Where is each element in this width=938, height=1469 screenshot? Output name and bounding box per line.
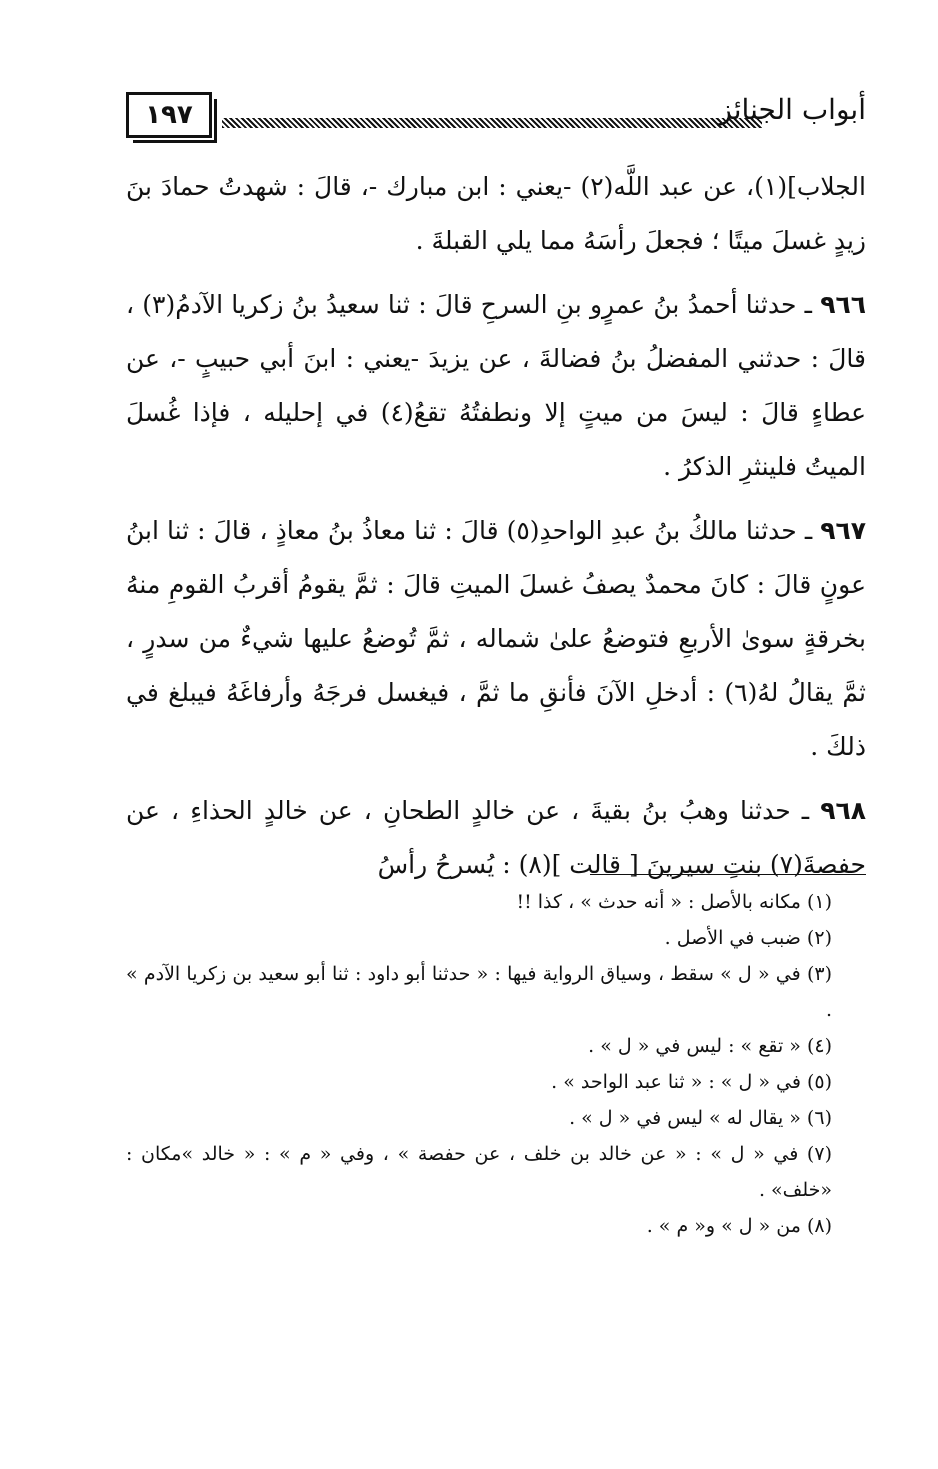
- hadith-text: ـ حدثنا أحمدُ بنُ عمرٍو بنِ السرحِ قالَ : ثنا سعيدُ بنُ زكريا الآدمُ(٣) ، قالَ : حدثني المفضلُ بنُ فضالةَ ، عن يزيدَ -يعني : ابنَ أبي حبيبٍ -، عن عطاءٍ قالَ : ليسَ من ميتٍ إلا ونطفتُهُ تقعُ(٤) في إحليله ، فإذا غُسلَ الميتُ فلينثرِ الذكرُ .: [126, 290, 866, 481]
- hadith-967: [126, 504, 866, 774]
- hadith-number: ٩٦٦: [820, 290, 866, 319]
- footnote-separator: [590, 874, 866, 875]
- footnotes: [126, 884, 866, 1244]
- hadith-966: [126, 278, 866, 494]
- header-ornamental-rule: [222, 118, 762, 128]
- footnote: (٥) في « ل » : « ثنا عبد الواحد » .: [551, 1071, 832, 1093]
- page-number: ١٩٧: [126, 92, 212, 138]
- main-text: [126, 160, 866, 902]
- footnote: (١) مكانه بالأصل : « أنه حدث » ، كذا !!: [516, 891, 832, 913]
- footnote: (٨) من « ل » و« م » .: [646, 1215, 832, 1237]
- footnote: (٦) « يقال له » ليس في « ل » .: [569, 1107, 832, 1129]
- paragraph-continuation: الجلاب](١)، عن عبد اللَّه(٢) -يعني : ابن مبارك -، قالَ : شهدتُ حمادَ بنَ زيدٍ غسلَ ميتًا ؛ فجعلَ رأسَهُ مما يلي القبلةَ .: [126, 172, 866, 255]
- hadith-text: ـ حدثنا وهبُ بنُ بقيةَ ، عن خالدٍ الطحانِ ، عن خالدٍ الحذاءِ ، عن حفصةَ(٧) بنتِ سيرينَ [ قالت ](٨) : يُسرحُ رأسُ: [126, 796, 866, 879]
- footnote: (٣) في « ل » سقط ، وسياق الرواية فيها : « حدثنا أبو داود : ثنا أبو سعيد بن زكريا الآدم » .: [126, 963, 832, 1021]
- page-header: [126, 88, 866, 144]
- footnote: (٧) في « ل » : « عن خالد بن خلف ، عن حفصة » ، وفي « م » : « خالد »مكان : «خلف» .: [126, 1143, 832, 1201]
- footnote: (٢) ضبب في الأصل .: [664, 927, 832, 949]
- hadith-text: ـ حدثنا مالكُ بنُ عبدِ الواحدِ(٥) قالَ : ثنا معاذُ بنُ معاذٍ ، قالَ : ثنا ابنُ عونٍ قالَ : كانَ محمدٌ يصفُ غسلَ الميتِ قالَ : ثمَّ يقومُ أقربُ القومِ منهُ بخرقةٍ سوىٰ الأربعِ فتوضعُ علىٰ شماله ، ثمَّ تُوضعُ عليها شيءٌ من سدرٍ ، ثمَّ يقالُ لهُ(٦) : أدخلِ الآنَ فأنقِ ما ثمَّ ، فيغسل فرجَهُ وأرفاغَهُ فيبلغ في ذلكَ .: [126, 516, 866, 761]
- footnote: (٤) « تقع » : ليس في « ل » .: [588, 1035, 832, 1057]
- hadith-number: ٩٦٧: [820, 516, 866, 545]
- hadith-968: [126, 784, 866, 892]
- running-title: أبواب الجنائز: [718, 93, 866, 126]
- hadith-number: ٩٦٨: [820, 796, 866, 825]
